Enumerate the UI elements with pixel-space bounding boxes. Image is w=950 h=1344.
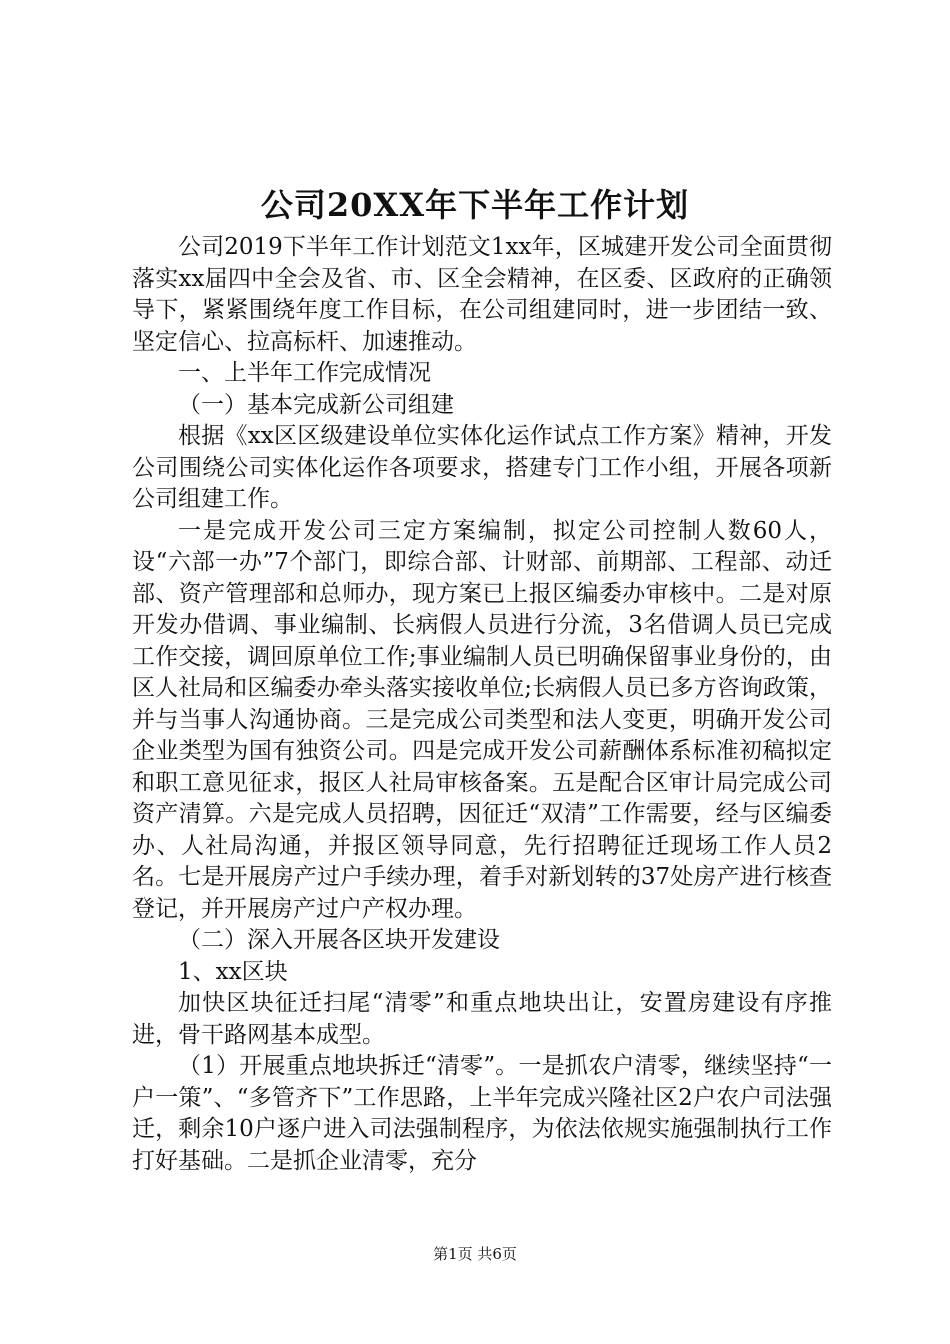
body-paragraph: （1）开展重点地块拆迁“清零”。一是抓农户清零，继续坚持“一户一策”、“多管齐下”工作思路，上半年完成兴隆社区2户农户司法强迁，剩余10户逐户进入司法强制程序，为依法依规实施强制执行工作打好基础。二是抓企业清零，充分 — [132, 1053, 832, 1174]
item-heading: 1、xx区块 — [178, 958, 288, 985]
body-paragraph: 一是完成开发公司三定方案编制，拟定公司控制人数60人，设“六部一办”7个部门，即综合部、计财部、前期部、工程部、动迁部、资产管理部和总师办，现方案已上报区编委办审核中。二是对原开发办借调、事业编制、长病假人员进行分流，3名借调人员已完成工作交接，调回原单位工作;事业编制人员已明确保留事业身份的，由区人社局和区编委办牵头落实接收单位;长病假人员已多方咨询政策，并与当事人沟通协商。三是完成公司类型和法人变更，明确开发公司企业类型为国有独资公司。四是完成开发公司薪酬体系标准初稿拟定和职工意见征求，报区人社局审核备案。五是配合区审计局完成公司资产清算。六是完成人员招聘，因征迁“双清”工作需要，经与区编委办、人社局沟通，并报区领导同意，先行招聘征迁现场工作人员2名。七是开展房产过户手续办理，着手对新划转的37处房产进行核查登记，并开展房产过户产权办理。 — [132, 517, 832, 922]
subsection-heading: （一）基本完成新公司组建 — [178, 391, 454, 418]
body-paragraph: 加快区块征迁扫尾“清零”和重点地块出让，安置房建设有序推进，骨干路网基本成型。 — [132, 990, 832, 1048]
section-heading: 一、上半年工作完成情况 — [178, 360, 431, 386]
intro-paragraph: 公司2019下半年工作计划范文1xx年，区城建开发公司全面贯彻落实xx届四中全会及省、市、区全会精神，在区委、区政府的正确领导下，紧紧围绕年度工作目标，在公司组建同时，进一步团结一致、坚定信心、拉高标杆、加速推动。 — [132, 234, 832, 355]
body-paragraph: 根据《xx区区级建设单位实体化运作试点工作方案》精神，开发公司围绕公司实体化运作各项要求，搭建专门工作小组，开展各项新公司组建工作。 — [132, 423, 832, 512]
document-title: 公司20XX年下半年工作计划 — [260, 186, 690, 224]
subsection-heading: （二）深入开展各区块开发建设 — [178, 927, 500, 953]
page-footer: 第1页 共6页 — [433, 1245, 517, 1263]
document-body — [132, 232, 832, 1177]
